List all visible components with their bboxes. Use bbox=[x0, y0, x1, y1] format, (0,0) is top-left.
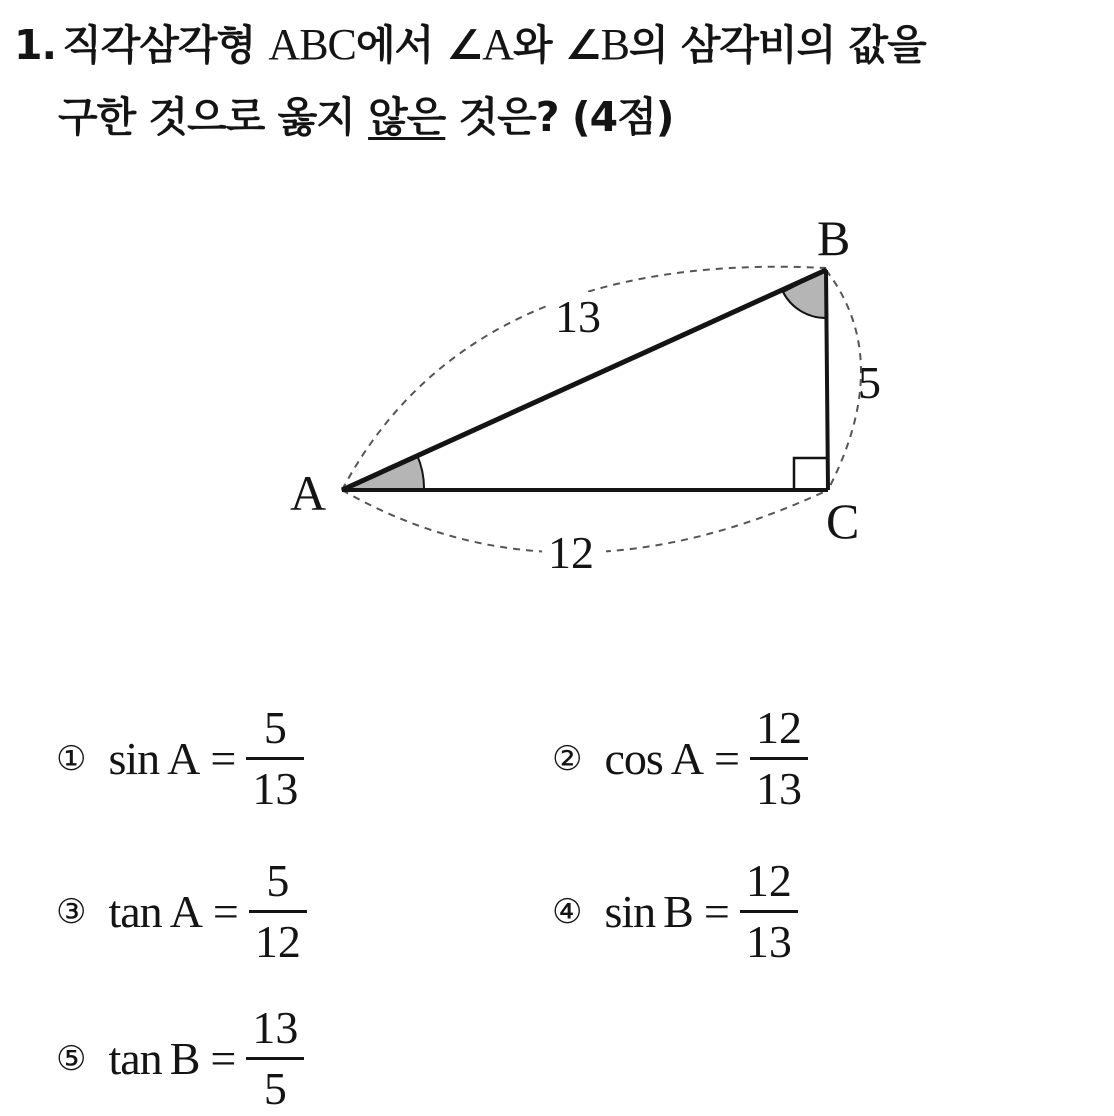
option-1-denominator: 13 bbox=[252, 763, 299, 814]
right-angle-mark bbox=[794, 458, 826, 490]
option-4-var: B bbox=[663, 886, 694, 937]
option-5-mark: ⑤ bbox=[56, 1038, 87, 1079]
vertex-b-label: B bbox=[817, 210, 851, 266]
question-text-2a: 구한 것으로 옳지 bbox=[58, 93, 369, 141]
option-3-func: tan bbox=[108, 886, 162, 937]
question-text-1c: 와 ∠ bbox=[512, 21, 601, 69]
option-5-equals: = bbox=[210, 1033, 237, 1084]
vertex-c-label: C bbox=[826, 493, 860, 549]
option-2-func: cos bbox=[604, 733, 663, 784]
triangle-name: ABC bbox=[268, 20, 356, 69]
option-1-fraction bbox=[246, 702, 304, 814]
option-5-fraction bbox=[246, 1002, 304, 1114]
side-bc-arc bbox=[826, 270, 861, 490]
side-bc-label: 5 bbox=[858, 357, 881, 408]
option-4-mark: ④ bbox=[552, 891, 583, 932]
option-1-func: sin bbox=[108, 733, 160, 784]
option-2-equals: = bbox=[714, 733, 740, 784]
side-ac-label: 12 bbox=[548, 527, 594, 578]
option-2-mark: ② bbox=[552, 738, 583, 779]
option-1-mark: ① bbox=[56, 738, 87, 779]
question-emphasis: 않은 bbox=[368, 93, 446, 141]
option-1-var: A bbox=[167, 733, 201, 784]
option-2[interactable] bbox=[552, 702, 808, 814]
angle-a-label: A bbox=[482, 20, 513, 69]
question-number: 1. bbox=[14, 21, 57, 69]
vertex-a-label: A bbox=[290, 465, 327, 521]
option-4-equals: = bbox=[703, 886, 730, 937]
option-4-numerator: 12 bbox=[745, 855, 792, 906]
option-3-equals: = bbox=[212, 886, 239, 937]
option-5-func: tan bbox=[108, 1033, 162, 1084]
option-3[interactable] bbox=[56, 855, 307, 967]
option-4-denominator: 13 bbox=[745, 916, 792, 967]
option-1-equals: = bbox=[210, 733, 237, 784]
option-3-mark: ③ bbox=[56, 891, 87, 932]
angle-b-label: B bbox=[600, 20, 629, 69]
option-5-denominator: 5 bbox=[263, 1063, 287, 1114]
option-1-numerator: 5 bbox=[263, 702, 287, 753]
option-4-fraction bbox=[740, 855, 798, 967]
question-text-1a: 직각삼각형 bbox=[62, 21, 269, 69]
option-3-numerator: 5 bbox=[266, 855, 290, 906]
option-5[interactable] bbox=[56, 1002, 304, 1114]
question-text-1d: 의 삼각비의 값을 bbox=[628, 21, 926, 69]
option-3-denominator: 12 bbox=[254, 916, 301, 967]
option-2-var: A bbox=[670, 733, 705, 784]
question-text-2b: 것은? (4점) bbox=[445, 93, 674, 141]
side-bc bbox=[826, 270, 828, 490]
option-1[interactable] bbox=[56, 702, 304, 814]
side-ab-label: 13 bbox=[555, 291, 601, 342]
option-2-numerator: 12 bbox=[756, 702, 802, 753]
option-4-func: sin bbox=[604, 886, 656, 937]
option-3-var: A bbox=[169, 886, 203, 937]
option-4[interactable] bbox=[552, 855, 798, 967]
question-text-1b: 에서 ∠ bbox=[355, 21, 483, 69]
option-5-var: B bbox=[169, 1033, 201, 1084]
option-2-denominator: 13 bbox=[756, 763, 802, 814]
option-3-fraction bbox=[249, 855, 307, 967]
option-5-numerator: 13 bbox=[252, 1002, 299, 1053]
option-2-fraction bbox=[750, 702, 808, 814]
